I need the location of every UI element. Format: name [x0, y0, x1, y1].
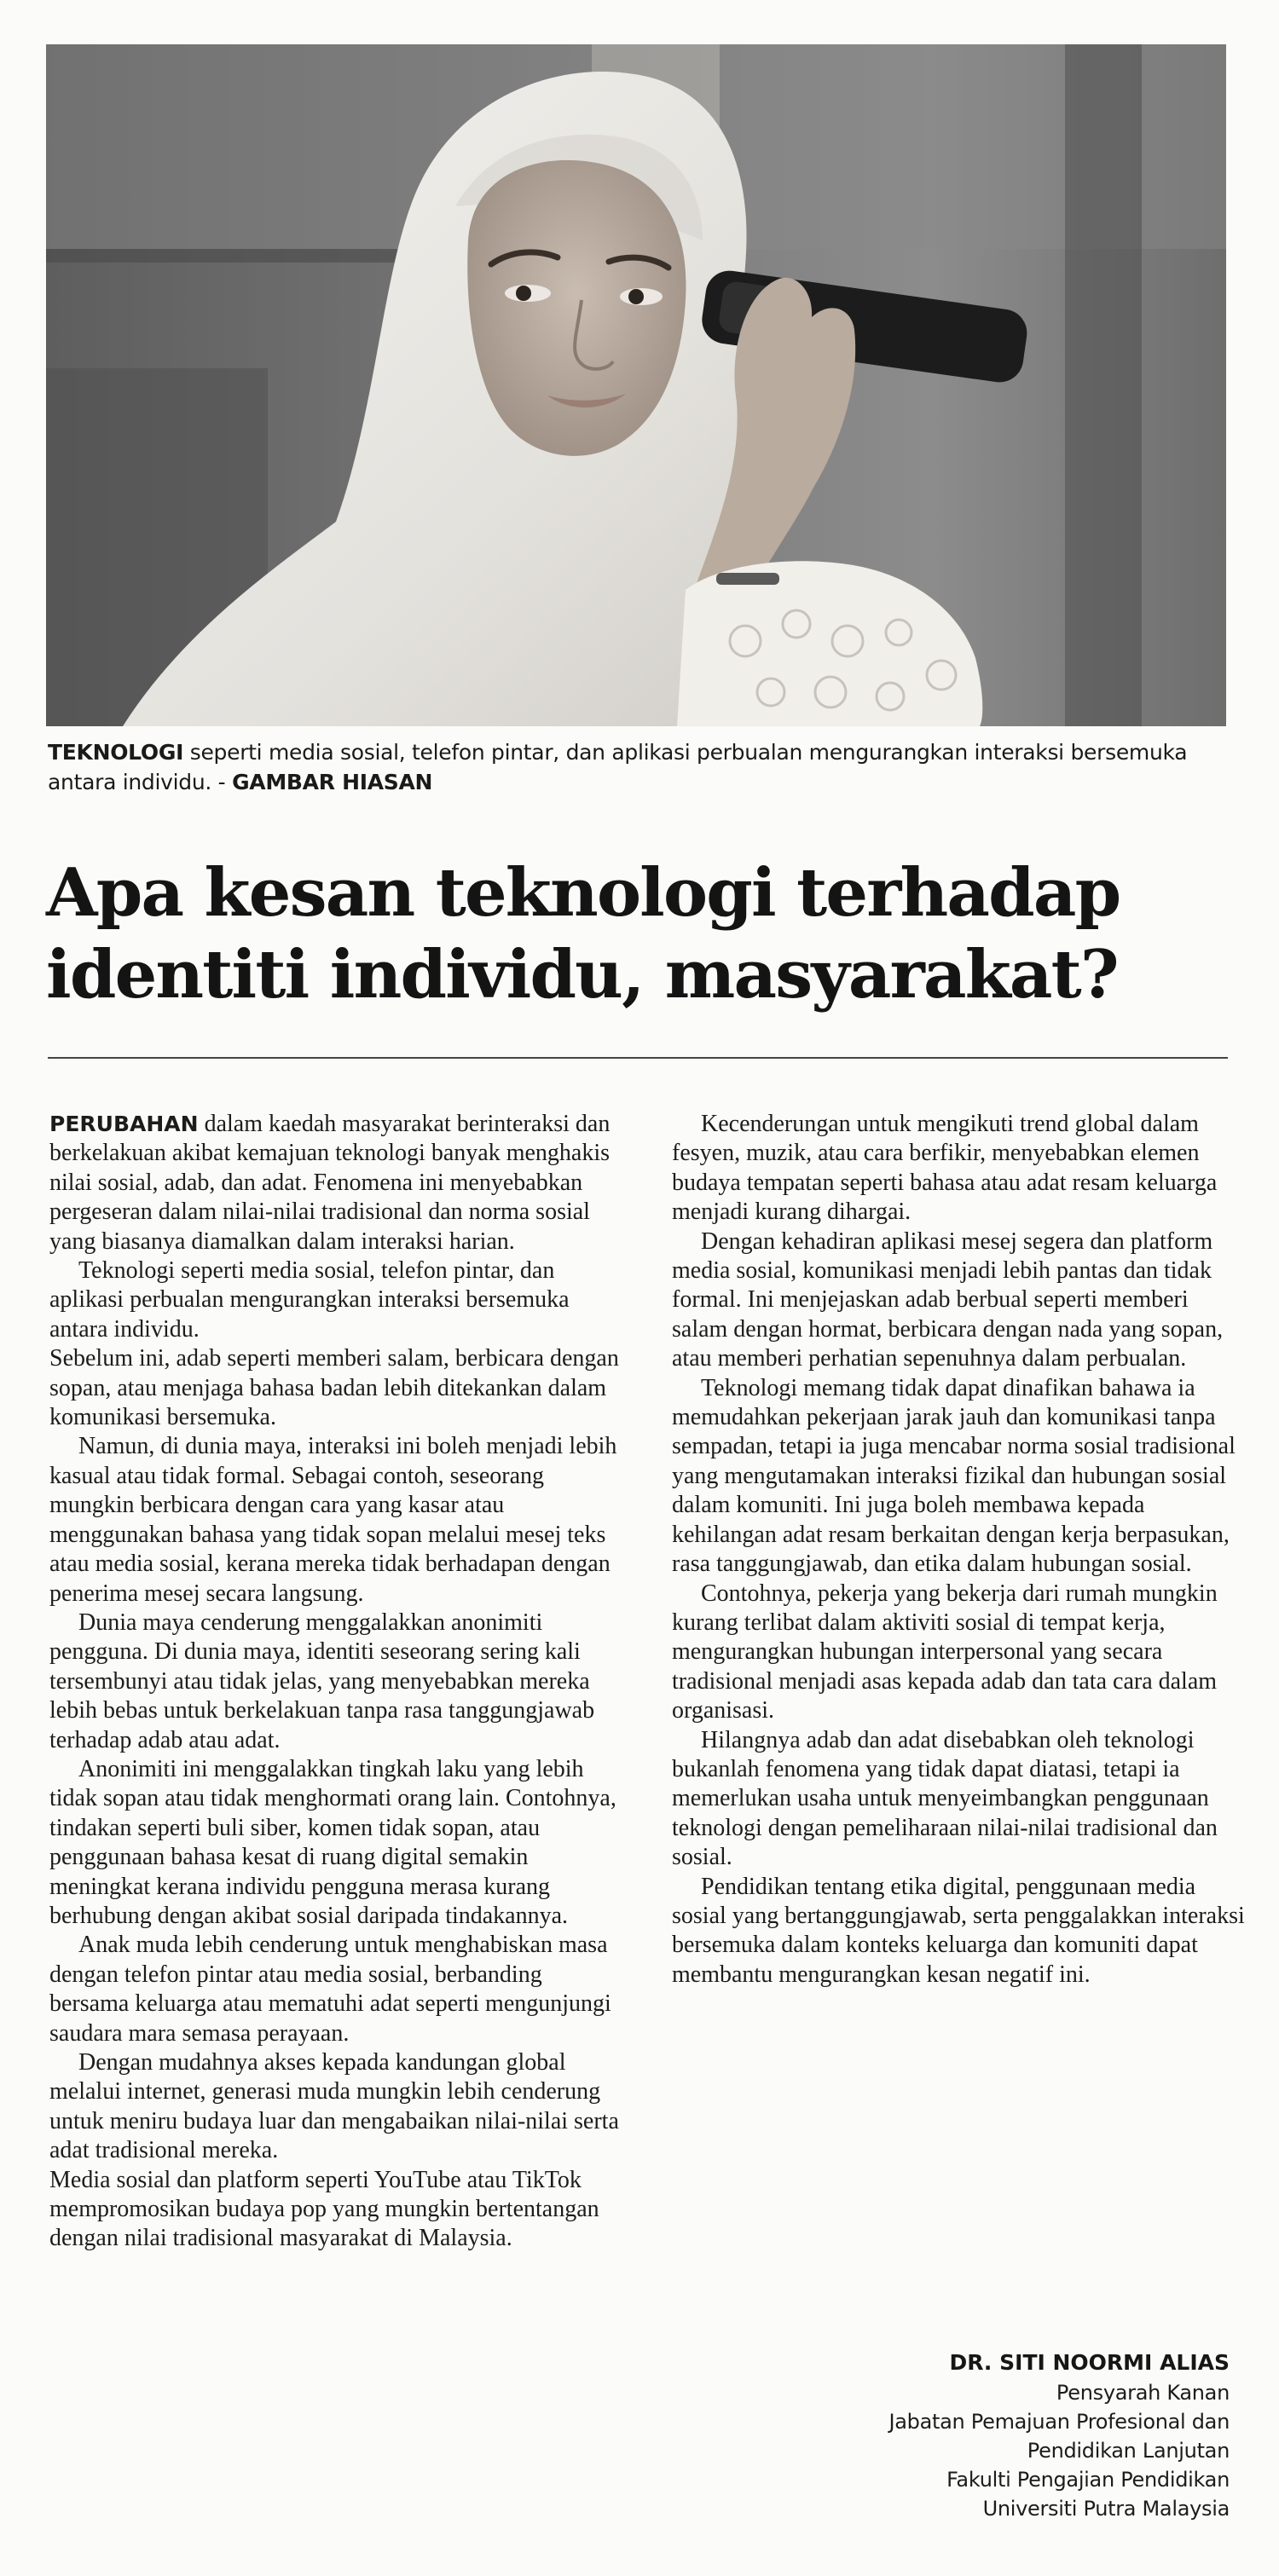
paragraph-8: Dengan mudahnya akses kepada kandungan global melalui internet, generasi muda mungkin lebih cenderung untuk meniru budaya luar dan mengabaikan nilai-nilai serta adat tradisional mereka. [49, 2049, 619, 2164]
paragraph-1-text: dalam kaedah masyarakat berinteraksi dan berkelakuan akibat kemajuan teknologi banyak menghakis nilai sosial, adab, dan adat. Fenomena ini menyebabkan pergeseran dalam nilai-nilai tradisional dan norma sosial yang biasanya diamalkan dalam interaksi harian. [49, 1111, 611, 1255]
caption-text: seperti media sosial, telefon pintar, dan aplikasi perbualan mengurangkan interaksi bersemuka antara individu. - [48, 740, 1188, 794]
caption-credit: GAMBAR HIASAN [232, 770, 433, 794]
paragraph-1 [49, 1110, 626, 1256]
author-role-3: Pendidikan Lanjutan [1027, 2439, 1230, 2463]
paragraph-3: Sebelum ini, adab seperti memberi salam, berbicara dengan sopan, atau menjaga bahasa badan lebih ditekankan dalam komunikasi bersemuka. [49, 1345, 619, 1431]
article-photo [46, 44, 1226, 726]
article-column-left [49, 1110, 626, 2254]
paragraph-13: Contohnya, pekerja yang bekerja dari rumah mungkin kurang terlibat dalam aktiviti sosial di tempat kerja, mengurangkan hubungan interpersonal yang secara tradisional menjadi asas kepada adab dan tata cara dalam organisasi. [672, 1580, 1218, 1724]
article-headline [46, 852, 1231, 1016]
author-role-4: Fakulti Pengajian Pendidikan [946, 2468, 1230, 2492]
author-role-5: Universiti Putra Malaysia [982, 2497, 1230, 2521]
paragraph-4: Namun, di dunia maya, interaksi ini boleh menjadi lebih kasual atau tidak formal. Sebagai contoh, seseorang mungkin berbicara dengan cara yang kasar atau menggunakan bahasa yang tidak sopan melalui mesej teks atau media sosial, kerana mereka tidak berhadapan dengan penerima mesej secara langsung. [49, 1433, 617, 1607]
paragraph-15: Pendidikan tentang etika digital, penggunaan media sosial yang bertanggungjawab, serta penggalakkan interaksi bersemuka dalam konteks keluarga dan komuniti dapat membantu mengurangkan kesan negatif ini. [672, 1873, 1245, 1988]
headline-line-2: identiti individu, masyarakat? [46, 936, 1118, 1014]
headline-line-1: Apa kesan teknologi terhadap [46, 854, 1120, 932]
photo-illustration [46, 44, 1226, 726]
lead-word: PERUBAHAN [49, 1112, 199, 1136]
author-role-2: Jabatan Pemajuan Profesional dan [888, 2410, 1230, 2434]
pupil-left [516, 286, 531, 301]
article-column-right [672, 1110, 1248, 1990]
photo-caption [48, 737, 1224, 797]
paragraph-9: Media sosial dan platform seperti YouTube atau TikTok mempromosikan budaya pop yang mungkin bertentangan dengan nilai tradisional masyarakat di Malaysia. [49, 2166, 599, 2252]
paragraph-12: Teknologi memang tidak dapat dinafikan bahawa ia memudahkan pekerjaan jarak jauh dan komunikasi tanpa sempadan, tetapi ia juga mencabar norma sosial tradisional yang mengutamakan interaksi fizikal dan hubungan sosial dalam komuniti. Ini juga boleh membawa kepada kehilangan adat resam berkaitan dengan kerja berpasukan, rasa tanggungjawab, dan etika dalam hubungan sosial. [672, 1374, 1236, 1578]
paragraph-2: Teknologi seperti media sosial, telefon pintar, dan aplikasi perbualan mengurangkan interaksi bersemuka antara individu. [49, 1257, 570, 1343]
paragraph-10: Kecenderungan untuk mengikuti trend global dalam fesyen, muzik, atau cara berfikir, menyebabkan elemen budaya tempatan seperti bahasa atau adat resam keluarga menjadi kurang dihargai. [672, 1111, 1218, 1226]
author-role-1: Pensyarah Kanan [1056, 2381, 1230, 2405]
author-name: DR. SITI NOORMI ALIAS [949, 2350, 1230, 2375]
paragraph-14: Hilangnya adab dan adat disebabkan oleh teknologi bukanlah fenomena yang tidak dapat diatasi, tetapi ia memerlukan usaha untuk menyeimbangkan penggunaan teknologi dengan pemeliharaan nilai-nilai tradisional dan sosial. [672, 1726, 1218, 1871]
pillar-right [1065, 44, 1142, 726]
headline-divider [48, 1057, 1228, 1059]
paragraph-11: Dengan kehadiran aplikasi mesej segera dan platform media sosial, komunikasi menjadi lebih pantas dan tidak formal. Ini menjejaskan adab berbual seperti memberi salam dengan hormat, berbicara dengan nada yang sopan, atau memberi perhatian sepenuhnya dalam perbualan. [672, 1227, 1224, 1372]
paragraph-6: Anonimiti ini menggalakkan tingkah laku yang lebih tidak sopan atau tidak menghormati orang lain. Contohnya, tindakan seperti buli siber, komen tidak sopan, atau penggunaan bahasa kesat di ruang digital semakin meningkat kerana individu pengguna merasa kurang berhubung dengan akibat sosial daripada tindakannya. [49, 1755, 616, 1929]
paragraph-7: Anak muda lebih cenderung untuk menghabiskan masa dengan telefon pintar atau media sosial, berbanding bersama keluarga atau mematuhi adat seperti mengunjungi saudara mara semasa perayaan. [49, 1932, 611, 2047]
bracelet [716, 573, 779, 585]
author-byline [889, 2348, 1230, 2523]
paragraph-5: Dunia maya cenderung menggalakkan anonimiti pengguna. Di dunia maya, identiti seseorang sering kali tersembunyi atau tidak jelas, yang menyebabkan mereka lebih bebas untuk berkelakuan tanpa rasa tanggungjawab terhadap adab atau adat. [49, 1609, 595, 1753]
pupil-right [628, 289, 644, 304]
caption-lead-word: TEKNOLOGI [48, 740, 184, 765]
